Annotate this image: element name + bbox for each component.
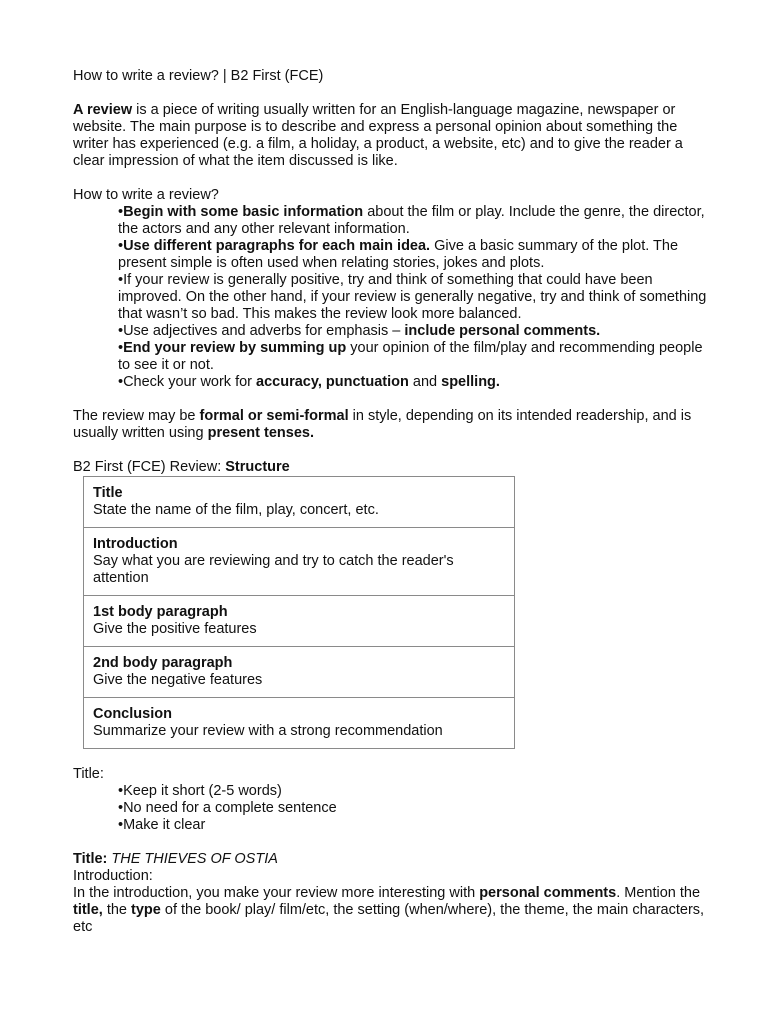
title-tip-item	[118, 783, 708, 800]
tip-text: about the film or play. Include the genre, the director, the actors and any other relevant information.	[118, 204, 705, 237]
tip-item	[118, 374, 708, 391]
intro-bold: A review	[73, 102, 133, 118]
tip-text: If your review is generally positive, try and think of something that could have been improved. On the other hand, if your review is generally negative, try and think of something that wasn’t so bad. This makes the review look more balanced.	[118, 272, 707, 322]
example-title-label: Title:	[73, 851, 108, 867]
bullet-icon: •	[118, 323, 124, 339]
bullet-icon: •	[118, 272, 124, 288]
tip-text: Use adjectives and adverbs for emphasis –	[123, 323, 405, 339]
title-tip-item	[118, 800, 708, 817]
title-tip-text: Make it clear	[123, 817, 206, 833]
structure-row-desc: Give the negative features	[93, 672, 263, 688]
intro-text: is a piece of writing usually written for an English-language magazine, newspaper or website. The main purpose is to describe and express a personal opinion about something the writer has experienced (e.g. a film, a holiday, a product, a website, etc) and to give the reader a clear impression of what the item discussed is like.	[73, 102, 683, 169]
structure-row-desc: Say what you are reviewing and try to catch the reader's attention	[93, 553, 454, 586]
tip-item	[118, 340, 708, 374]
structure-row-desc: Summarize your review with a strong recommendation	[93, 723, 443, 739]
structure-row-desc: Give the positive features	[93, 621, 257, 637]
tip-bold: include personal comments.	[404, 323, 601, 339]
structure-cell	[84, 596, 515, 647]
tips-list	[73, 204, 708, 391]
tip-bold: End your review by summing up	[123, 340, 347, 356]
structure-row	[84, 528, 515, 596]
intro-instr-text: of the book/ play/ film/etc, the setting (when/where), the theme, the main characters, etc	[73, 902, 705, 935]
intro-instr-bold: personal comments	[479, 885, 617, 901]
tip-bold: spelling.	[441, 374, 500, 390]
title-tip-item	[118, 817, 708, 834]
tip-item	[118, 238, 708, 272]
structure-cell	[84, 647, 515, 698]
tip-bold: Begin with some basic information	[123, 204, 364, 220]
tip-text: Give a basic summary of the plot. The present simple is often used when relating stories, jokes and plots.	[118, 238, 679, 271]
tip-bold: accuracy, punctuation	[256, 374, 409, 390]
structure-table	[83, 476, 515, 749]
title-heading: Title:	[73, 766, 104, 782]
intro-paragraph	[73, 102, 708, 170]
structure-row-title: Conclusion	[93, 706, 172, 722]
structure-cell	[84, 477, 515, 528]
bullet-icon: •	[118, 238, 124, 254]
intro-instr-text: . Mention the	[616, 885, 701, 901]
tip-text: and	[408, 374, 442, 390]
style-bold: present tenses.	[207, 425, 314, 441]
tip-item	[118, 272, 708, 323]
structure-row	[84, 477, 515, 528]
style-text: in style, depending on its intended readership, and is usually written using	[73, 408, 692, 441]
how-heading: How to write a review?	[73, 187, 219, 203]
bullet-icon: •	[118, 817, 124, 833]
tip-bold: Use different paragraphs for each main idea.	[123, 238, 431, 254]
structure-heading	[73, 459, 708, 476]
structure-row	[84, 698, 515, 749]
structure-row-title: 2nd body paragraph	[93, 655, 233, 671]
tip-text: Check your work for	[123, 374, 257, 390]
structure-row-title: 1st body paragraph	[93, 604, 228, 620]
tip-item	[118, 204, 708, 238]
intro-instr-bold: type	[131, 902, 161, 918]
structure-row	[84, 647, 515, 698]
title-tip-text: No need for a complete sentence	[123, 800, 337, 816]
intro-instr-bold: title,	[73, 902, 103, 918]
example-title-line	[73, 851, 708, 868]
example-title-text: THE THIEVES OF OSTIA	[107, 851, 278, 867]
style-paragraph	[73, 408, 708, 442]
bullet-icon: •	[118, 340, 124, 356]
structure-bold: Structure	[225, 459, 290, 475]
bullet-icon: •	[118, 800, 124, 816]
intro-instructions	[73, 885, 708, 936]
structure-row-title: Title	[93, 485, 123, 501]
bullet-icon: •	[118, 783, 124, 799]
document-heading: How to write a review? | B2 First (FCE)	[73, 68, 324, 84]
structure-cell	[84, 698, 515, 749]
structure-row-desc: State the name of the film, play, concert, etc.	[93, 502, 379, 518]
intro-instr-text: In the introduction, you make your review more interesting with	[73, 885, 480, 901]
bullet-icon: •	[118, 374, 124, 390]
intro-heading: Introduction:	[73, 868, 153, 884]
structure-cell	[84, 528, 515, 596]
style-text: The review may be	[73, 408, 200, 424]
title-tips-list	[73, 783, 708, 834]
tip-text: your opinion of the film/play and recommending people to see it or not.	[118, 340, 703, 373]
structure-row	[84, 596, 515, 647]
bullet-icon: •	[118, 204, 124, 220]
style-bold: formal or semi-formal	[199, 408, 349, 424]
structure-row-title: Introduction	[93, 536, 178, 552]
intro-instr-text: the	[102, 902, 132, 918]
title-tip-text: Keep it short (2-5 words)	[123, 783, 282, 799]
structure-label: B2 First (FCE) Review:	[73, 459, 226, 475]
tip-item	[118, 323, 708, 340]
